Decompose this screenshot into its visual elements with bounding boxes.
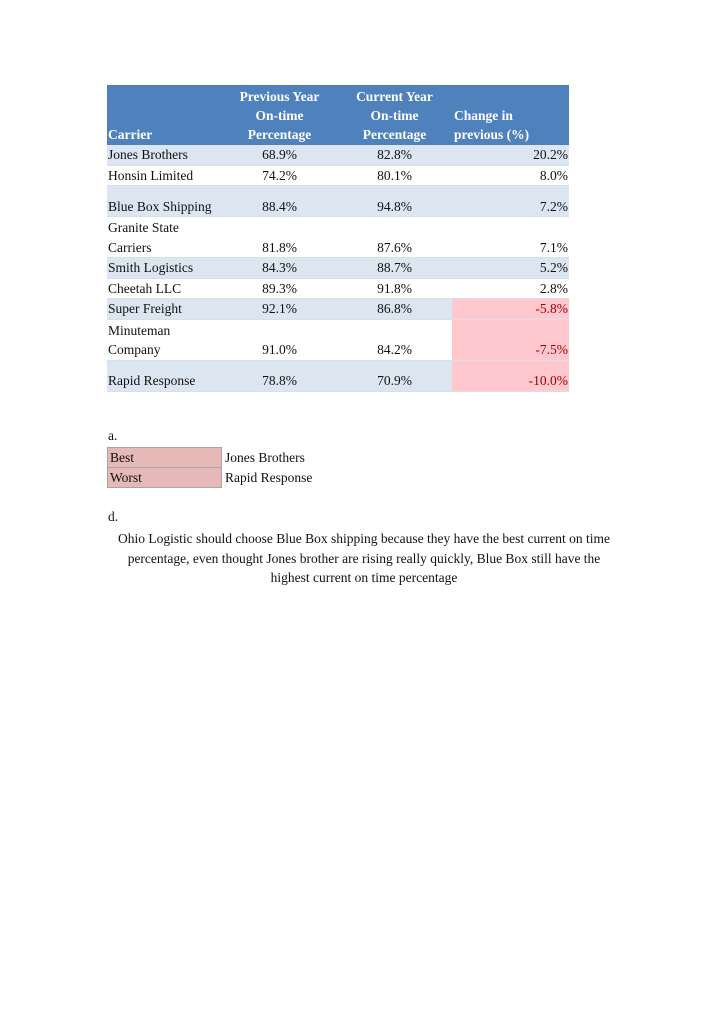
table-row xyxy=(107,360,569,391)
change-cell: -10.0% xyxy=(452,360,569,391)
column-header-line: Percentage xyxy=(362,127,427,142)
previous-year-cell: 88.4% xyxy=(222,186,337,217)
table-body xyxy=(107,145,569,391)
column-header-line: Percentage xyxy=(247,127,312,142)
current-year-cell: 88.7% xyxy=(337,258,452,279)
best-worst-table xyxy=(107,447,315,488)
current-year-cell: 94.8% xyxy=(337,186,452,217)
carrier-name-cell xyxy=(107,278,222,299)
carrier-table-container xyxy=(107,85,569,392)
current-year-cell: 87.6% xyxy=(337,217,452,258)
column-header-line: Carrier xyxy=(108,127,153,142)
table-row xyxy=(107,186,569,217)
column-header-line: On-time xyxy=(255,108,304,123)
carrier-name-cell xyxy=(107,186,222,217)
column-header-0 xyxy=(107,85,222,145)
carrier-name: Company xyxy=(108,342,161,357)
carrier-name-cell xyxy=(107,165,222,186)
current-year-cell: 70.9% xyxy=(337,360,452,391)
carrier-name: Super Freight xyxy=(108,301,182,316)
column-header-line: On-time xyxy=(370,108,419,123)
current-year-cell: 80.1% xyxy=(337,165,452,186)
carrier-name: Jones Brothers xyxy=(108,147,188,162)
carrier-name-cell xyxy=(107,319,222,360)
carrier-name-cell xyxy=(107,258,222,279)
carrier-name: Minuteman xyxy=(108,322,171,338)
previous-year-cell: 84.3% xyxy=(222,258,337,279)
part-a-label: a. xyxy=(108,428,118,443)
part-d-answer: Ohio Logistic should choose Blue Box shipping because they have the best current on time percentage, even thought Jones brother are rising really quickly, Blue Box still have the highest current on time percentage xyxy=(118,531,610,585)
current-year-cell: 84.2% xyxy=(337,319,452,360)
best-label: Best xyxy=(108,448,222,468)
previous-year-cell: 91.0% xyxy=(222,319,337,360)
previous-year-cell: 78.8% xyxy=(222,360,337,391)
column-header-line: Current Year xyxy=(356,89,433,104)
column-header-2 xyxy=(337,85,452,145)
carrier-name: Smith Logistics xyxy=(108,260,194,275)
change-cell: 20.2% xyxy=(452,145,569,165)
previous-year-cell: 74.2% xyxy=(222,165,337,186)
change-cell: 8.0% xyxy=(452,165,569,186)
best-value: Jones Brothers xyxy=(225,450,305,465)
carrier-name: Blue Box Shipping xyxy=(108,198,212,214)
previous-year-cell: 68.9% xyxy=(222,145,337,165)
table-row xyxy=(107,299,569,320)
previous-year-cell: 89.3% xyxy=(222,278,337,299)
change-cell: -7.5% xyxy=(452,319,569,360)
column-header-1 xyxy=(222,85,337,145)
current-year-cell: 91.8% xyxy=(337,278,452,299)
previous-year-cell: 81.8% xyxy=(222,217,337,258)
current-year-cell: 82.8% xyxy=(337,145,452,165)
carrier-name: Carriers xyxy=(108,239,152,255)
part-d-label: d. xyxy=(108,509,119,524)
table-row xyxy=(107,145,569,165)
carrier-name: Cheetah LLC xyxy=(108,280,182,296)
table-row xyxy=(107,278,569,299)
column-header-line: Change in xyxy=(454,108,513,123)
change-cell: -5.8% xyxy=(452,299,569,320)
carrier-name-cell xyxy=(107,299,222,320)
previous-year-cell: 92.1% xyxy=(222,299,337,320)
worst-label: Worst xyxy=(108,468,222,488)
column-header-3 xyxy=(452,85,569,145)
carrier-ontime-table xyxy=(107,85,569,392)
carrier-name-cell xyxy=(107,217,222,258)
column-header-line: previous (%) xyxy=(454,127,530,142)
change-cell: 2.8% xyxy=(452,278,569,299)
change-cell: 7.1% xyxy=(452,217,569,258)
worst-row xyxy=(108,468,315,488)
carrier-name: Honsin Limited xyxy=(108,167,194,183)
best-row xyxy=(108,448,315,468)
carrier-name-cell xyxy=(107,360,222,391)
column-header-line: Previous Year xyxy=(239,89,320,104)
carrier-name: Granite State xyxy=(108,220,179,235)
table-header-row xyxy=(107,85,569,145)
table-row xyxy=(107,165,569,186)
current-year-cell: 86.8% xyxy=(337,299,452,320)
table-row xyxy=(107,319,569,360)
change-cell: 7.2% xyxy=(452,186,569,217)
table-row xyxy=(107,258,569,279)
worst-value: Rapid Response xyxy=(225,470,313,485)
table-row xyxy=(107,217,569,258)
carrier-name-cell xyxy=(107,145,222,165)
carrier-name: Rapid Response xyxy=(108,373,196,388)
change-cell: 5.2% xyxy=(452,258,569,279)
